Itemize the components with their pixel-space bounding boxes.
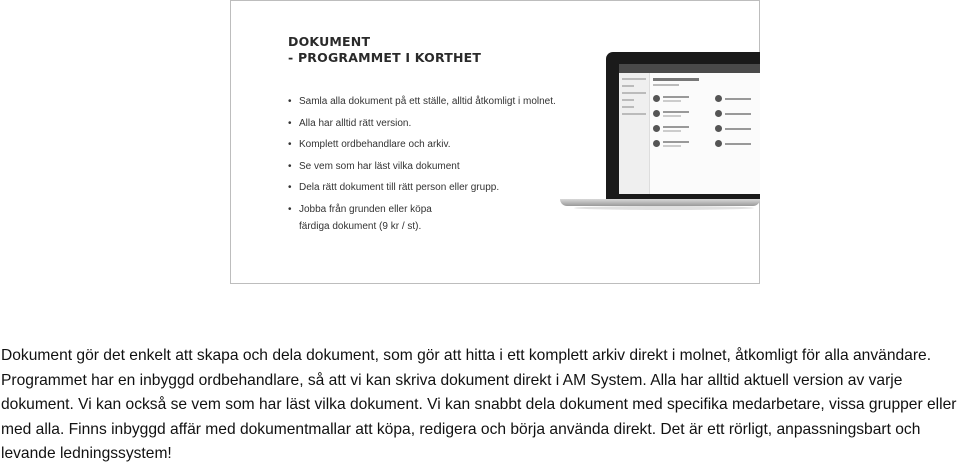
screen-content — [653, 75, 760, 194]
slide-title — [288, 34, 481, 66]
slide-title-line-1: DOKUMENT — [288, 34, 371, 49]
feature-item: • Samla alla dokument på ett ställe, alltid åtkomligt i molnet. — [288, 95, 556, 109]
feature-item: • Komplett ordbehandlare och arkiv. — [288, 138, 556, 152]
feature-item-line-1: Jobba från grunden eller köpa — [299, 203, 432, 215]
feature-item — [288, 203, 556, 234]
feature-item: • Se vem som har läst vilka dokument — [288, 160, 556, 174]
slide-title-line-2: - PROGRAMMET I KORTHET — [288, 50, 482, 65]
screen-topbar — [619, 64, 760, 73]
description-paragraph: Dokument gör det enkelt att skapa och dela dokument, som gör att hitta i ett komplett arkiv direkt i molnet, åtkomligt för alla användare. Programmet har en inbyggd ordbehandlare, så att vi kan skriva dokument direkt i AM System. Alla har alltid aktuell version av varje dokument. Vi kan också se vem som har läst vilka dokument. Vi kan snabbt dela dokument med specifika medarbetare, vissa grupper eller med alla. Finns inbyggd affär med dokumentmallar att köpa, redigera och börja använda direkt. Det är ett rörligt, anpassningsbart och levande ledningssystem! — [1, 347, 957, 463]
laptop-shadow — [574, 206, 754, 210]
laptop-mockup-image — [560, 52, 760, 217]
feature-list — [288, 95, 556, 242]
laptop-screen — [619, 64, 760, 194]
screen-sidebar — [619, 73, 650, 194]
feature-item: • Dela rätt dokument till rätt person eller grupp. — [288, 181, 556, 195]
laptop-base — [560, 199, 760, 206]
feature-item: • Alla har alltid rätt version. — [288, 117, 556, 131]
feature-item-line-2: färdiga dokument (9 kr / st). — [299, 221, 422, 232]
